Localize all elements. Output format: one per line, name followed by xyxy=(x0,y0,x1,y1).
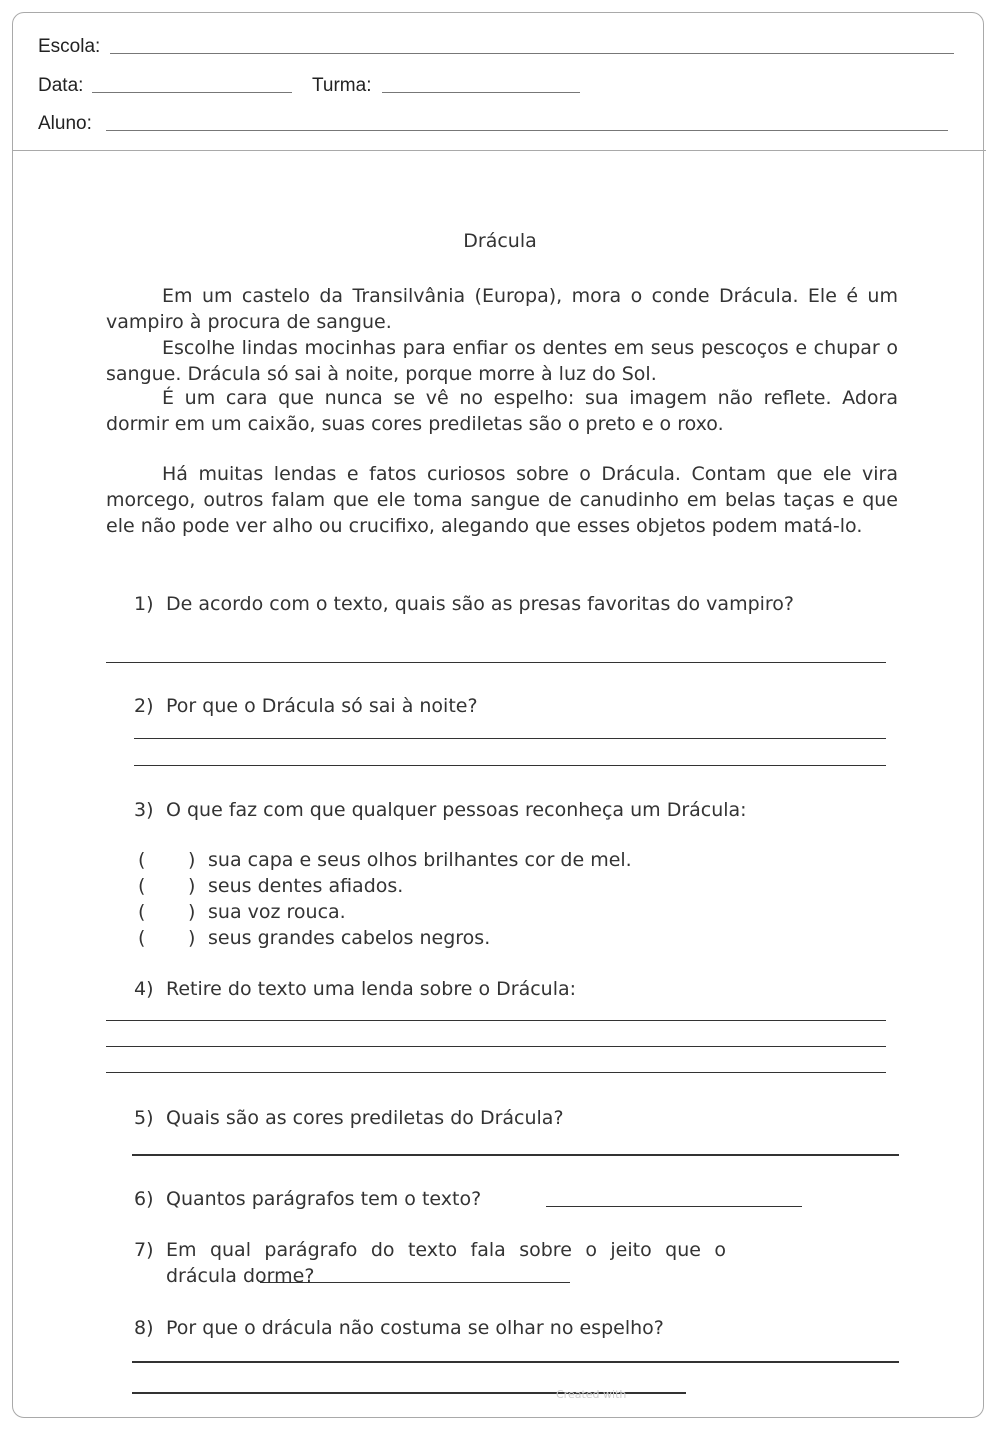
story-title: Drácula xyxy=(463,230,537,252)
question-number: 1) xyxy=(134,593,154,615)
class-label: Turma: xyxy=(312,75,372,96)
question-number: 3) xyxy=(134,799,154,821)
question-text: O que faz com que qualquer pessoas reconheça um Drácula: xyxy=(166,799,747,821)
header-divider xyxy=(12,150,986,151)
question-number: 7) xyxy=(134,1239,154,1261)
question-number: 5) xyxy=(134,1107,154,1129)
answer-line[interactable] xyxy=(134,738,886,739)
answer-line[interactable] xyxy=(134,765,886,766)
question-number: 2) xyxy=(134,695,154,717)
question-number: 6) xyxy=(134,1188,154,1210)
question-number: 8) xyxy=(134,1317,154,1339)
answer-line[interactable] xyxy=(106,1046,886,1047)
question-text: Quais são as cores prediletas do Drácula? xyxy=(166,1107,564,1129)
option-text: sua capa e seus olhos brilhantes cor de mel. xyxy=(208,849,632,871)
school-field-line[interactable] xyxy=(110,53,954,54)
watermark: Created with xyxy=(556,1388,627,1401)
question-text: Quantos parágrafos tem o texto? xyxy=(166,1188,482,1210)
question-text: Por que o Drácula só sai à noite? xyxy=(166,695,478,717)
answer-line[interactable] xyxy=(132,1361,899,1363)
option-text: seus dentes afiados. xyxy=(208,875,404,897)
answer-line[interactable] xyxy=(260,1282,570,1283)
answer-line[interactable] xyxy=(106,1072,886,1073)
school-label: Escola: xyxy=(38,36,101,57)
option-text: sua voz rouca. xyxy=(208,901,346,923)
answer-line[interactable] xyxy=(106,662,886,663)
story-paragraph: Em um castelo da Transilvânia (Europa), mora o conde Drácula. Ele é um vampiro à procura de sangue. xyxy=(106,285,898,333)
question-text: Retire do texto uma lenda sobre o Drácula: xyxy=(166,978,577,1000)
answer-line[interactable] xyxy=(132,1154,899,1156)
class-field-line[interactable] xyxy=(382,92,580,93)
story-paragraph: É um cara que nunca se vê no espelho: sua imagem não reflete. Adora dormir em um caixão, suas cores prediletas são o preto e o roxo. xyxy=(106,387,898,435)
student-field-line[interactable] xyxy=(106,130,948,131)
student-label: Aluno: xyxy=(38,113,92,134)
question-text: Em qual parágrafo do texto fala sobre o jeito que o drácula dorme? xyxy=(166,1239,726,1287)
date-label: Data: xyxy=(38,75,84,96)
question-text: De acordo com o texto, quais são as presas favoritas do vampiro? xyxy=(166,593,795,615)
answer-line[interactable] xyxy=(106,1020,886,1021)
question-text: Por que o drácula não costuma se olhar no espelho? xyxy=(166,1317,664,1339)
question-number: 4) xyxy=(134,978,154,1000)
story-paragraph: Há muitas lendas e fatos curiosos sobre o Drácula. Contam que ele vira morcego, outros falam que ele toma sangue de canudinho em belas taças e que ele não pode ver alho ou crucifixo, alegando que esses objetos podem matá-lo. xyxy=(106,463,898,537)
story-paragraph: Escolhe lindas mocinhas para enfiar os dentes em seus pescoços e chupar o sangue. Drácula só sai à noite, porque morre à luz do Sol. xyxy=(106,337,898,385)
answer-line[interactable] xyxy=(546,1206,802,1207)
option-text: seus grandes cabelos negros. xyxy=(208,927,491,949)
date-field-line[interactable] xyxy=(92,92,292,93)
